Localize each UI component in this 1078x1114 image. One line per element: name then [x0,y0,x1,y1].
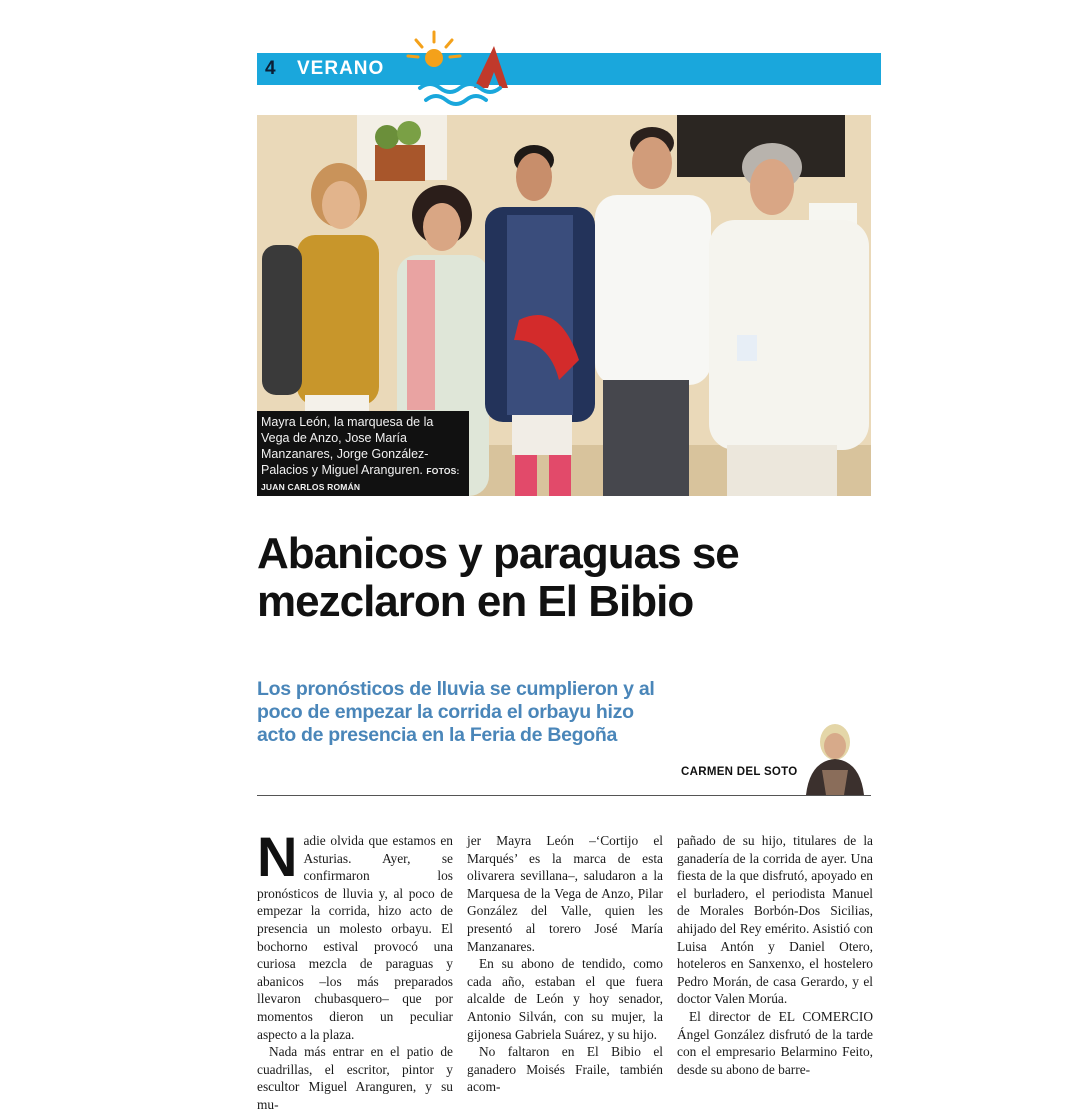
photo-caption [257,411,469,496]
paragraph: En su abono de tendido, como cada año, estaban el que fuera alcalde de León y hoy senador, Antonio Silván, con su mujer, la gijonesa Gabriela Suárez, y su hijo. [467,956,663,1042]
paragraph-text: adie olvida que estamos en Asturias. Ayer, se confirmaron los pronósticos de lluvia y, al poco de empezar la corrida, hizo acto de presencia un molesto orbayu. El bochorno estival provocó una curiosa mezcla de paraguas y abanicos –los más preparados llevaron chubasquero– que por momentos dieron un peculiar aspecto a la plaza. [257,833,453,1042]
paragraph: No faltaron en El Bibio el ganadero Moisés Fraile, también acom- [467,1044,663,1095]
article-photo [257,115,871,496]
article-column-2 [467,832,663,1096]
section-title: VERANO [297,58,385,79]
divider [257,795,871,796]
section-header-band [257,53,881,85]
author-name: CARMEN DEL SOTO [681,766,798,778]
paragraph: pañado de su hijo, titulares de la ganadería de la corrida de ayer. Una fiesta de la que disfrutó, apoyado en el burladero, el periodista Manuel de Morales Borbón-Dos Sicilias, ahijado del Rey emérito. Asistió con Luisa Antón y Daniel Otero, hoteleros en Sanxenxo, el hostelero Pedro Morán, de casa Gerardo, y el doctor Valen Morúa. [677,833,873,1007]
summer-logo-icon [402,26,522,110]
paragraph: Nada más entrar en el patio de cuadrillas, el escritor, pintor y escultor Miguel Aranguren, y su mu- [257,1044,453,1112]
photo-caption-text: Mayra León, la marquesa de la Vega de Anzo, Jose María Manzanares, Jorge González-Palacios y Miguel Aranguren. [261,415,434,477]
article-subhead: Los pronósticos de lluvia se cumplieron y al poco de empezar la corrida el orbayu hizo acto de presencia en la Feria de Begoña [257,678,655,746]
article-headline: Abanicos y paraguas se mezclaron en El Bibio [257,529,739,626]
page-number: 4 [265,58,276,79]
logo-letter-a [474,46,508,88]
author-avatar [802,720,868,795]
article-column-1 [257,825,453,1114]
paragraph: jer Mayra León –‘Cortijo el Marqués’ es la marca de esta olivarera sevillana–, saludaron a la Marquesa de la Vega de Anzo, Pilar González del Valle, quien les presentó al torero José María Manzanares. [467,833,663,954]
drop-cap: N [257,825,298,888]
sun-icon [408,32,460,67]
photo-credit: FOTOS: JUAN CARLOS ROMÁN [261,466,460,492]
paragraph: El director de EL COMERCIO Ángel González disfrutó de la tarde con el empresario Belarmino Feito, desde su abono de barre- [677,1008,873,1077]
article-column-3 [677,832,873,1078]
paragraph [257,825,453,1043]
